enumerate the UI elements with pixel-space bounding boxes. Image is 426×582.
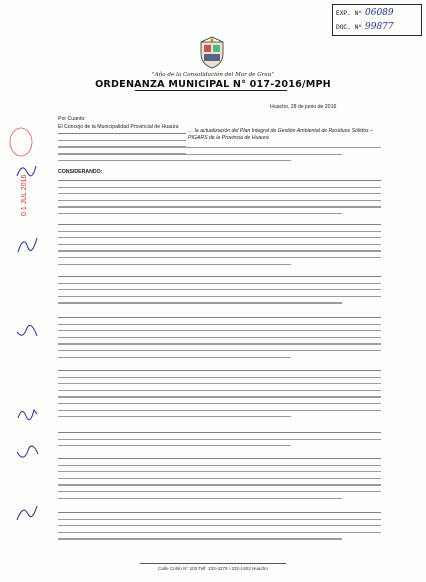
paragraph-5 [58, 370, 381, 423]
intro-line: El Concejo de la Municipalidad Provincial de Huaura [58, 124, 179, 130]
paragraph-1 [58, 180, 381, 220]
margin-signature-4-icon [14, 400, 40, 426]
stamp-exp-value: 06089 [365, 8, 394, 18]
margin-signature-2-icon [14, 232, 40, 258]
subject-text: … la actualización del Plan Integral de Gestión Ambiental de Residuos Sólidos – PIGARS de la Provincia de Huaura [188, 128, 373, 141]
title-underline [135, 90, 287, 91]
paragraph-2 [58, 224, 381, 270]
stamp-doc-label: DOC. Nº [336, 23, 362, 31]
paragraph-7 [58, 458, 381, 504]
received-stamp-date: 0 1 JUL 2016 [21, 174, 28, 216]
por-cuanto: Por Cuanto: [58, 116, 86, 122]
margin-signature-6-icon [14, 500, 40, 526]
margin-signature-3-icon [14, 318, 40, 344]
stamp-row-exp [336, 7, 394, 19]
paragraph-4 [58, 317, 381, 363]
stamp-row-doc [336, 21, 394, 33]
stamp-doc-value: 99877 [365, 22, 394, 32]
ordinance-title: ORDENANZA MUNICIPAL N° 017-2016/MPH [95, 79, 331, 90]
footer-address: Calle Colón N° 103 Telf. 232-4275 / 232-1402 Huacho [158, 566, 268, 571]
municipal-emblem-icon [197, 36, 227, 70]
paragraph-6 [58, 432, 381, 452]
date-line: Huacho, 28 de junio de 2016 [270, 104, 337, 110]
margin-signature-1-icon [14, 158, 40, 184]
motto: "Año de la Consolidación del Mar de Grau" [152, 72, 274, 78]
paragraph-8 [58, 512, 381, 545]
reference-stamp [332, 4, 422, 36]
intro-paragraph [58, 147, 381, 167]
stamp-exp-label: EXP. Nº [336, 9, 362, 17]
paragraph-3 [58, 276, 381, 309]
considerando-heading: CONSIDERANDO: [58, 169, 103, 175]
margin-signature-5-icon [14, 440, 40, 466]
footer-divider [140, 563, 286, 564]
